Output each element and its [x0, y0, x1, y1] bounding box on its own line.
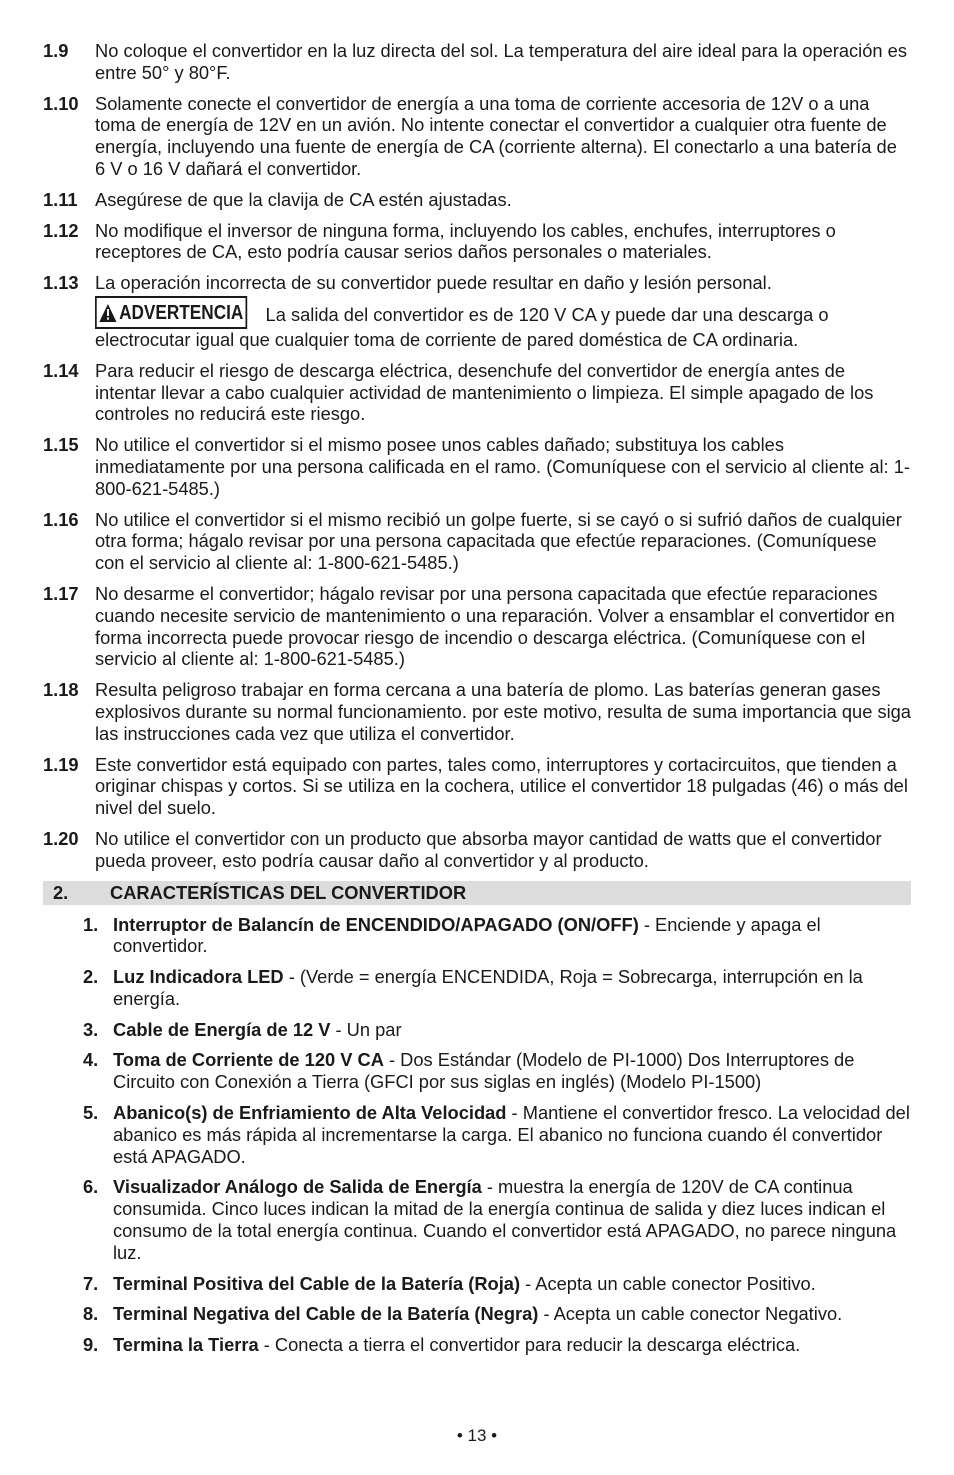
item-number: 1.15	[43, 434, 79, 456]
feature-name: Abanico(s) de Enfriamiento de Alta Velocidad	[113, 1102, 507, 1124]
feature-item	[43, 1102, 911, 1167]
feature-name: Luz Indicadora LED	[113, 966, 284, 988]
feature-description: - (Verde = energía ENCENDIDA, Roja = Sobrecarga, interrupción en la energía.	[113, 966, 863, 1009]
feature-name: Toma de Corriente de 120 V CA	[113, 1049, 384, 1071]
safety-item	[43, 360, 911, 425]
item-text: No utilice el convertidor si el mismo recibió un golpe fuerte, si se cayó o si sufrió daños de cualquier otra forma; hágalo revisar por una persona capacitada que efectúe reparaciones. (Comuníquese con el servicio al cliente al: 1-800-621-5485.)	[95, 508, 902, 574]
item-number: 1.13	[43, 272, 79, 294]
safety-item	[43, 93, 911, 180]
item-text: Para reducir el riesgo de descarga eléctrica, desenchufe del convertidor de energía antes de intentar llevar a cabo cualquier actividad de mantenimiento o limpieza. El simple apagado de los controles no reducirá este riesgo.	[95, 359, 874, 425]
feature-text	[113, 1176, 911, 1263]
page-number: • 13 •	[456, 1426, 498, 1445]
feature-text	[113, 1102, 911, 1167]
item-number: 1.19	[43, 753, 79, 775]
feature-item	[43, 1273, 911, 1295]
feature-number: 7.	[83, 1272, 99, 1294]
feature-text	[113, 1273, 911, 1295]
item-text: No desarme el convertidor; hágalo revisar por una persona capacitada que efectúe reparaciones cuando necesite servicio de mantenimiento o una reparación. Volver a ensamblar el convertidor en forma incorrecta puede provocar riesgo de incendio o descarga eléctrica. (Comuníquese con el servicio al cliente al: 1-800-621-5485.)	[95, 582, 895, 670]
safety-item	[43, 679, 911, 744]
feature-name: Cable de Energía de 12 V	[113, 1018, 331, 1040]
feature-name: Termina la Tierra	[113, 1334, 259, 1356]
feature-number: 5.	[83, 1102, 99, 1124]
feature-item	[43, 914, 911, 958]
feature-item	[43, 1303, 911, 1325]
feature-name: Terminal Negativa del Cable de la Batería (Negra)	[113, 1303, 539, 1325]
feature-text	[113, 1303, 911, 1325]
feature-item	[43, 1019, 911, 1041]
feature-description: - muestra la energía de 120V de CA continua consumida. Cinco luces indican la mitad de la energía continua de salida y diez luces indican el consumo de la total energía continua. Cuando el convertidor está APAGADO, no parece ninguna luz.	[113, 1176, 897, 1263]
item-number: 1.10	[43, 92, 79, 114]
feature-description: - Dos Estándar (Modelo de PI-1000) Dos Interruptores de Circuito con Conexión a Tierra (GFCI por sus siglas en inglés) (Modelo PI-1500)	[113, 1049, 855, 1093]
safety-item	[43, 189, 911, 211]
item-number: 1.9	[43, 40, 69, 61]
feature-text	[113, 914, 911, 958]
feature-text	[113, 1334, 911, 1356]
feature-item	[43, 1334, 911, 1356]
feature-name: Interruptor de Balancín de ENCENDIDO/APAGADO (ON/OFF)	[113, 913, 639, 935]
feature-number: 6.	[83, 1176, 99, 1198]
item-text-with-warning	[95, 272, 911, 351]
item-text: Resulta peligroso trabajar en forma cercana a una batería de plomo. Las baterías generan gases explosivos durante su normal funcionamiento. por este motivo, resulta de suma importancia que siga las instrucciones cada vez que utiliza el convertidor.	[95, 679, 911, 744]
safety-item	[43, 828, 911, 872]
feature-text	[113, 966, 911, 1010]
item-text: La operación incorrecta de su convertidor puede resultar en daño y lesión personal.	[95, 272, 772, 294]
feature-description: - Un par	[330, 1018, 402, 1040]
feature-number: 8.	[83, 1303, 99, 1325]
warning-triangle-icon	[99, 304, 116, 322]
item-text: No utilice el convertidor si el mismo posee unos cables dañado; substituya los cables inmediatamente por una persona calificada en el ramo. (Comuníquese con el servicio al cliente al: 1-800-621-5485.)	[95, 434, 910, 499]
section-title: CARACTERÍSTICAS DEL CONVERTIDOR	[110, 881, 467, 903]
item-number: 1.11	[43, 188, 78, 210]
feature-number: 1.	[83, 913, 99, 935]
feature-item	[43, 1049, 911, 1093]
item-text: Solamente conecte el convertidor de energía a una toma de corriente accesoria de 12V o a una toma de energía de 12V en un avión. No intente conectar el convertidor a cualquier otra fuente de energía, incluyendo una fuente de energía de CA (corriente alterna). El conectarlo a una batería de 6 V o 16 V dañará el convertidor.	[95, 92, 897, 179]
safety-item	[43, 40, 911, 84]
feature-description: - Acepta un cable conector Positivo.	[520, 1272, 816, 1294]
item-number: 1.17	[43, 582, 79, 604]
feature-number: 2.	[83, 966, 99, 988]
section-number: 2.	[53, 881, 69, 903]
feature-item	[43, 1176, 911, 1263]
feature-description: - Acepta un cable conector Negativo.	[538, 1303, 843, 1325]
item-text: Asegúrese de que la clavija de CA estén ajustadas.	[95, 188, 512, 210]
feature-text	[113, 1019, 911, 1041]
feature-number: 9.	[83, 1334, 99, 1356]
item-number: 1.18	[43, 679, 79, 701]
item-text: Este convertidor está equipado con partes, tales como, interruptores y cortacircuitos, que tienden a originar chispas y cortos. Si se utiliza en la cochera, utilice el convertidor 18 pulgadas (46) o más del nivel del suelo.	[95, 753, 908, 819]
safety-item	[43, 220, 911, 264]
document-page	[43, 40, 911, 1365]
item-number: 1.14	[43, 359, 79, 381]
feature-name: Terminal Positiva del Cable de la Batería (Roja)	[113, 1272, 521, 1294]
warning-block	[95, 296, 911, 351]
warning-text: La salida del convertidor es de 120 V CA y puede dar una descarga o electrocutar igual que cualquier toma de corriente de pared doméstica de CA ordinaria.	[95, 303, 829, 350]
item-number: 1.16	[43, 508, 79, 530]
feature-item	[43, 966, 911, 1010]
safety-item	[43, 754, 911, 819]
feature-name: Visualizador Análogo de Salida de Energía	[113, 1176, 482, 1198]
item-text: No coloque el convertidor en la luz directa del sol. La temperatura del aire ideal para la operación es entre 50° y 80°F.	[95, 40, 907, 83]
feature-description: - Mantiene el convertidor fresco. La velocidad del abanico es más rápida al incrementarse la carga. El abanico no funciona cuando él convertidor está APAGADO.	[113, 1102, 910, 1167]
warning-label	[95, 296, 248, 329]
item-number: 1.12	[43, 219, 79, 241]
feature-description: - Conecta a tierra el convertidor para reducir la descarga eléctrica.	[258, 1334, 801, 1356]
feature-description: - Enciende y apaga el convertidor.	[113, 913, 821, 957]
item-text: No modifique el inversor de ninguna forma, incluyendo los cables, enchufes, interruptores o receptores de CA, esto podría causar serios daños personales o materiales.	[95, 219, 836, 263]
warning-label-text: ADVERTENCIA	[119, 301, 244, 324]
section-heading	[43, 881, 911, 905]
item-number: 1.20	[43, 827, 79, 849]
safety-item	[43, 583, 911, 670]
safety-item	[43, 434, 911, 499]
feature-number: 3.	[83, 1018, 99, 1040]
safety-item	[43, 509, 911, 574]
item-text: No utilice el convertidor con un producto que absorba mayor cantidad de watts que el convertidor pueda proveer, esto podría causar daño al convertidor y al producto.	[95, 827, 882, 871]
feature-text	[113, 1049, 911, 1093]
feature-number: 4.	[83, 1049, 99, 1071]
safety-item	[43, 272, 911, 351]
